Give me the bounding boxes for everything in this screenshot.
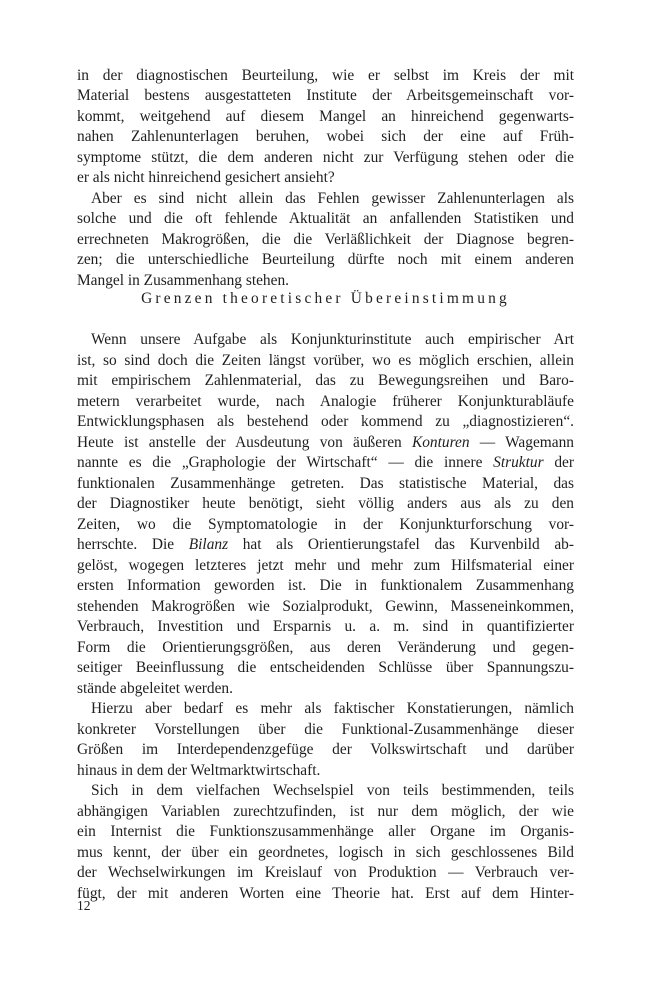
section-heading: Grenzen theoretischer Übereinstimmung [141, 290, 510, 307]
text-line: gelöst, wogegen letzteres jetzt mehr und mehr zum Hilfsmaterial einer [77, 557, 574, 574]
text-line: nannte es die „Graphologie der Wirtschaft“ — die innere Struktur der [77, 454, 574, 471]
text-line: hinaus in dem der Weltmarktwirtschaft. [77, 762, 321, 779]
text-line: fügt, der mit anderen Worten eine Theorie hat. Erst auf dem Hinter- [77, 885, 574, 902]
text-line: ersten Information geworden ist. Die in funktionalem Zusammenhang [77, 577, 574, 594]
text-line: Sich in dem vielfachen Wechselspiel von teils bestimmenden, teils [91, 782, 574, 799]
text-line: zen; die unterschiedliche Beurteilung dürfte noch mit einem anderen [77, 251, 574, 268]
text-line: metern verarbeitet wurde, nach Analogie früherer Konjunkturabläufe [77, 393, 574, 410]
text-line: funktionalen Zusammenhänge getreten. Das statistische Material, das [77, 475, 574, 492]
text-line: Hierzu aber bedarf es mehr als faktischer Konstatierungen, nämlich [91, 700, 574, 717]
text-line: Entwicklungsphasen als bestehend oder kommend zu „diagnostizieren“. [77, 413, 574, 430]
text-line: ist, so sind doch die Zeiten längst vorüber, wo es möglich erschien, allein [77, 352, 574, 369]
text-line: der Wechselwirkungen im Kreislauf von Produktion — Verbrauch ver- [77, 864, 574, 881]
text-line: mit empirischem Zahlenmaterial, das zu Bewegungsreihen und Baro- [77, 372, 574, 389]
text-line: Heute ist anstelle der Ausdeutung von äußeren Konturen — Wagemann [77, 434, 574, 451]
text-line: Größen im Interdependenzgefüge der Volkswirtschaft und darüber [77, 741, 574, 758]
text-line: Mangel in Zusammenhang stehen. [77, 272, 289, 289]
text-line: Verbrauch, Investition und Ersparnis u. a. m. sind in quantifizierter [77, 618, 574, 635]
text-line: in der diagnostischen Beurteilung, wie er selbst im Kreis der mit [77, 67, 574, 84]
text-line: nahen Zahlenunterlagen beruhen, wobei sich der eine auf Früh- [77, 128, 574, 145]
page-number: 12 [77, 898, 91, 913]
text-line: errechneten Makrogrößen, die die Verläßlichkeit der Diagnose begren- [77, 231, 574, 248]
text-line: seitiger Beeinflussung die entscheidenden Schlüsse über Spannungszu- [77, 659, 574, 676]
text-line: Wenn unsere Aufgabe als Konjunkturinstitute auch empirischer Art [91, 331, 574, 348]
text-line: kommt, weitgehend auf diesem Mangel an hinreichend gegenwarts- [77, 108, 574, 125]
text-line: abhängigen Variablen zurechtzufinden, ist nur dem möglich, der wie [77, 803, 574, 820]
text-line: Zeiten, wo die Symptomatologie in der Konjunkturforschung vor- [77, 516, 574, 533]
text-line: solche und die oft fehlende Aktualität an anfallenden Statistiken und [77, 210, 574, 227]
text-line: ein Internist die Funktionszusammenhänge aller Organe im Organis- [77, 823, 574, 840]
text-line: Aber es sind nicht allein das Fehlen gewisser Zahlenunterlagen als [91, 190, 574, 207]
text-line: Form die Orientierungsgrößen, aus deren Veränderung und gegen- [77, 639, 574, 656]
text-line: symptome stützt, die dem anderen nicht zur Verfügung stehen oder die [77, 149, 574, 166]
text-line: er als nicht hinreichend gesichert ansieht? [77, 169, 335, 186]
text-line: herrschte. Die Bilanz hat als Orientierungstafel das Kurvenbild ab- [77, 536, 574, 553]
text-line: Material bestens ausgestatteten Institute der Arbeitsgemeinschaft vor- [77, 87, 574, 104]
text-line: stehenden Makrogrößen wie Sozialprodukt, Gewinn, Masseneinkommen, [77, 598, 574, 615]
text-line: konkreter Vorstellungen über die Funktional-Zusammenhänge dieser [77, 721, 574, 738]
text-line: stände abgeleitet werden. [77, 680, 233, 697]
text-line: mus kennt, der über ein geordnetes, logisch in sich geschlossenes Bild [77, 844, 574, 861]
text-line: der Diagnostiker heute benötigt, sieht völlig anders aus als zu den [77, 495, 574, 512]
